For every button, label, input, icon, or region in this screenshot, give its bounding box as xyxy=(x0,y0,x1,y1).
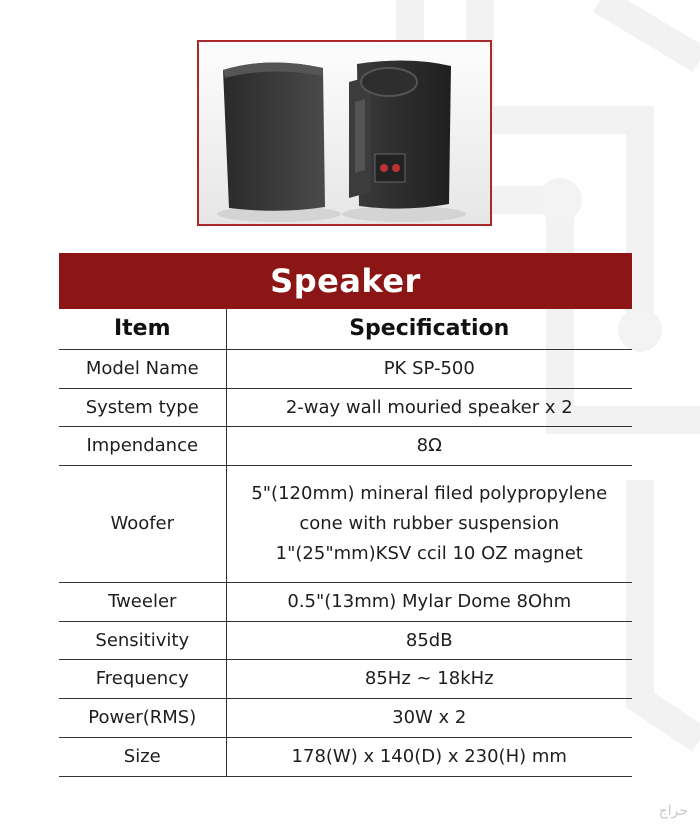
row-spec: 8Ω xyxy=(226,426,632,465)
table-row xyxy=(59,349,632,388)
table-row xyxy=(59,737,632,776)
header-item: Item xyxy=(59,309,226,349)
table-row xyxy=(59,621,632,659)
row-spec: 178(W) x 140(D) x 230(H) mm xyxy=(226,737,632,776)
row-item: Frequency xyxy=(59,659,226,698)
row-spec: 30W x 2 xyxy=(226,698,632,737)
row-item: Tweeler xyxy=(59,582,226,621)
row-spec: PK SP-500 xyxy=(226,349,632,388)
row-item: Woofer xyxy=(59,465,226,582)
spec-line: 5"(120mm) mineral filed polypropylene xyxy=(251,482,608,504)
table-row xyxy=(59,659,632,698)
section-title: Speaker xyxy=(59,253,632,309)
spec-line: cone with rubber suspension xyxy=(299,512,560,534)
row-item: Size xyxy=(59,737,226,776)
table-row xyxy=(59,582,632,621)
header-specification: Specification xyxy=(226,309,632,349)
table-row xyxy=(59,388,632,426)
row-spec: 0.5"(13mm) Mylar Dome 8Ohm xyxy=(226,582,632,621)
spec-table xyxy=(59,309,632,777)
spec-line: 1"(25"mm)KSV ccil 10 OZ magnet xyxy=(275,542,583,564)
product-photo xyxy=(197,40,492,226)
row-spec: 85dB xyxy=(226,621,632,659)
row-item: Impendance xyxy=(59,426,226,465)
speaker-front xyxy=(223,62,325,210)
row-spec xyxy=(226,465,632,582)
row-item: Model Name xyxy=(59,349,226,388)
row-item: Sensitivity xyxy=(59,621,226,659)
table-row xyxy=(59,698,632,737)
row-spec: 2-way wall mouried speaker x 2 xyxy=(226,388,632,426)
watermark: حراج xyxy=(658,803,688,819)
table-header-row xyxy=(59,309,632,349)
row-item: Power(RMS) xyxy=(59,698,226,737)
row-spec: 85Hz ~ 18kHz xyxy=(226,659,632,698)
table-row xyxy=(59,426,632,465)
row-item: System type xyxy=(59,388,226,426)
table-row xyxy=(59,465,632,582)
